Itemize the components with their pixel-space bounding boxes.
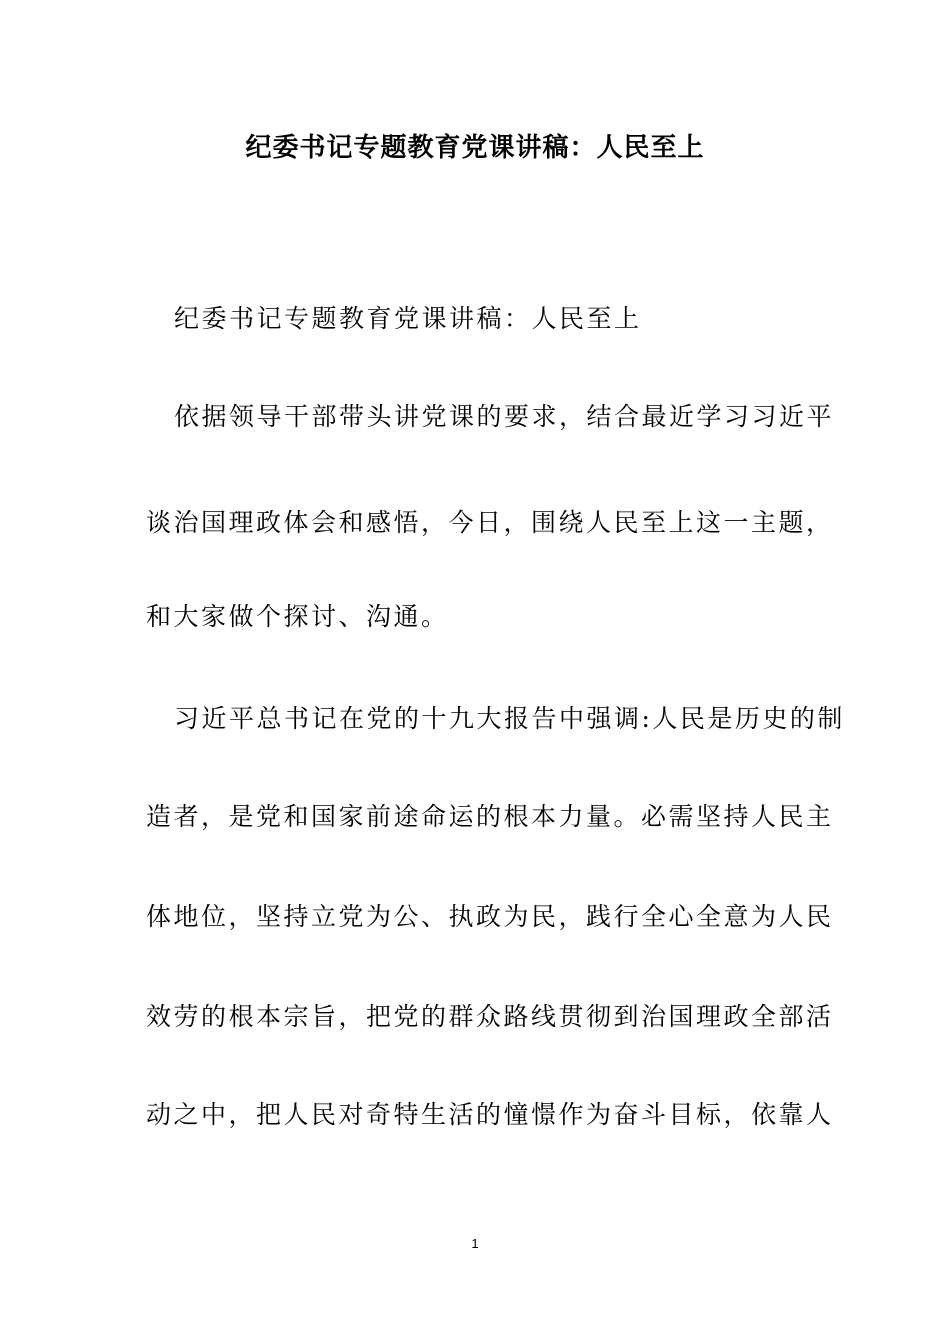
- page-number: 1: [471, 1236, 479, 1251]
- body-line: 习近平总书记在党的十九大报告中强调:人民是历史的制: [174, 704, 845, 733]
- body-line: 效劳的根本宗旨，把党的群众路线贯彻到治国理政全部活: [146, 1002, 834, 1031]
- document-title: 纪委书记专题教育党课讲稿：人民至上: [245, 133, 705, 163]
- body-line: 谈治国理政体会和感悟，今日，围绕人民至上这一主题，: [146, 508, 834, 537]
- body-line: 体地位，坚持立党为公、执政为民，践行全心全意为人民: [146, 902, 834, 931]
- body-line: 纪委书记专题教育党课讲稿：人民至上: [174, 304, 642, 333]
- body-line: 依据领导干部带头讲党课的要求，结合最近学习习近平: [174, 402, 835, 431]
- body-line: 和大家做个探讨、沟通。: [146, 602, 449, 631]
- body-line: 造者，是党和国家前途命运的根本力量。必需坚持人民主: [146, 802, 834, 831]
- body-line: 动之中，把人民对奇特生活的憧憬作为奋斗目标，依靠人: [146, 1100, 834, 1129]
